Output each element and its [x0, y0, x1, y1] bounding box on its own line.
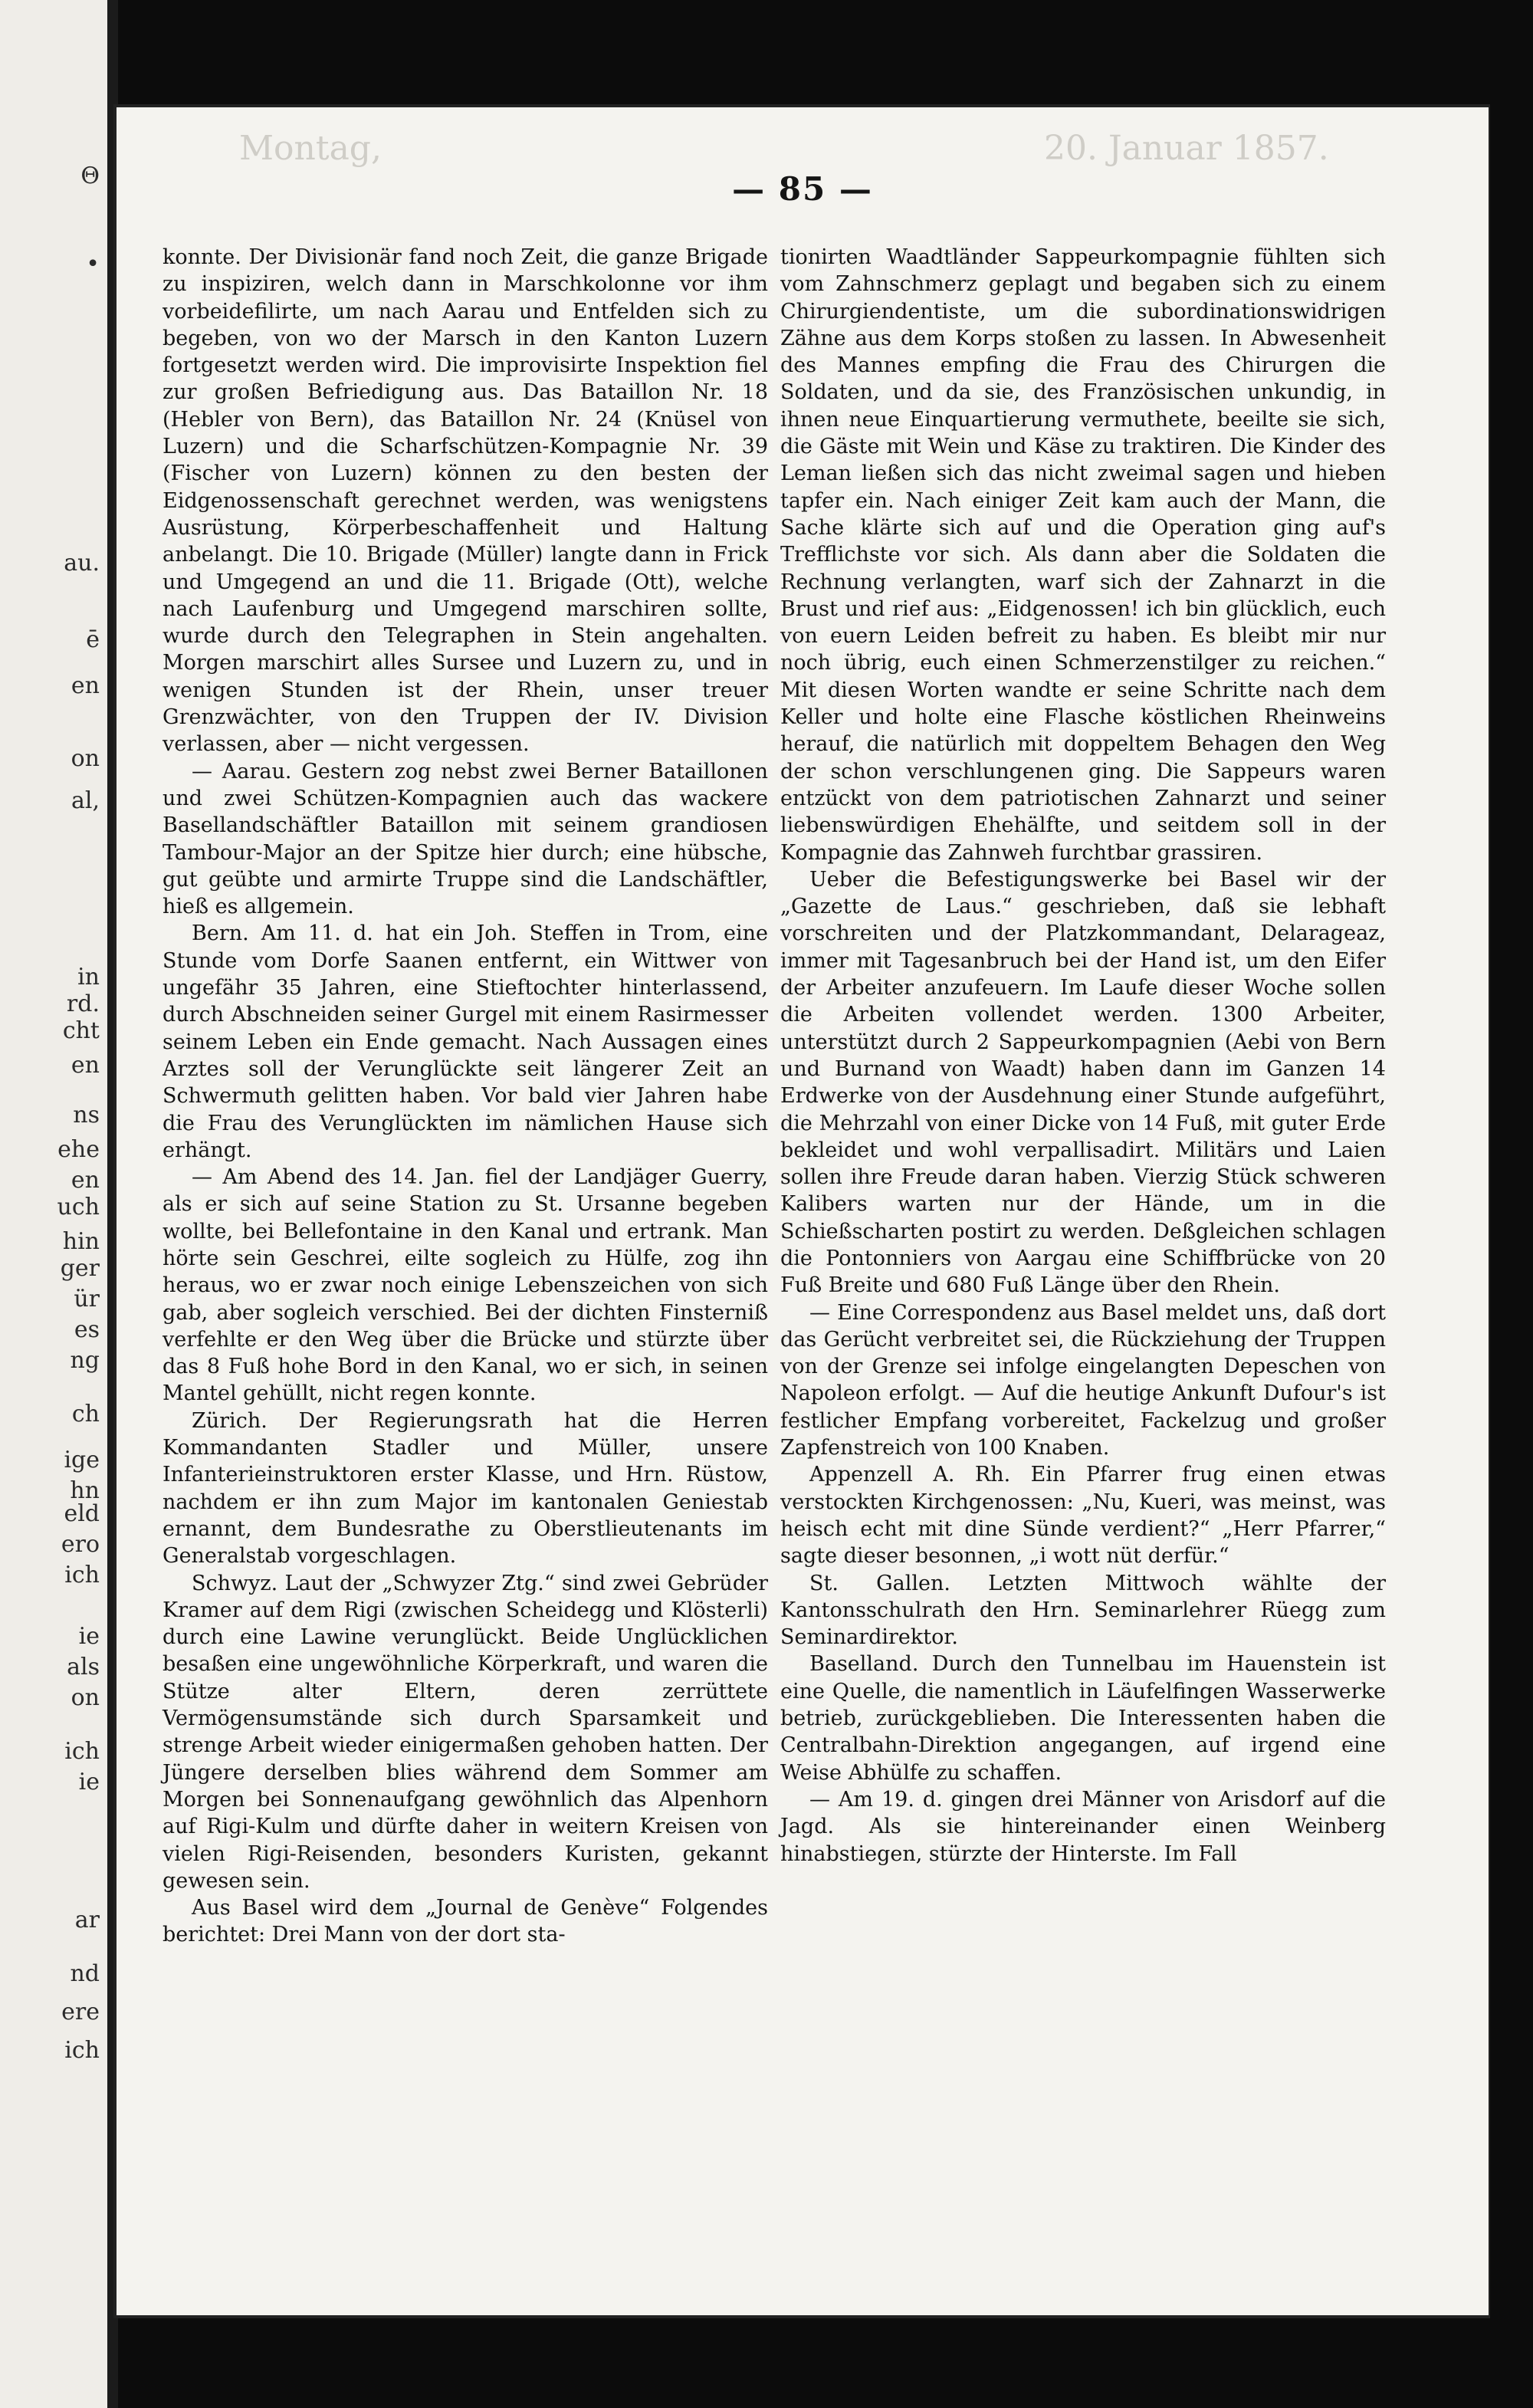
show-through-text-right: 20. Januar 1857.	[1044, 129, 1329, 168]
left-column	[162, 244, 768, 1949]
adjacent-page-fragment: ere	[61, 1999, 100, 2025]
newspaper-page	[117, 107, 1489, 2315]
article-aarau: — Aarau. Gestern zog nebst zwei Berner Bataillonen und zwei Schützen-Kompagnien auch das wackere Basellandschäftler Bataillon mit seinem grandiosen Tambour-Major an der Spitze hier durch; eine hübsche, gut geübte und armirte Truppe sind die Landschäftler, hieß es allgemein.	[162, 759, 768, 919]
adjacent-page-fragment: ich	[64, 2037, 100, 2064]
adjacent-page-fragment: ns	[73, 1102, 100, 1128]
article-bern-suicide: Bern. Am 11. d. hat ein Joh. Steffen in Trom, eine Stunde vom Dorfe Saanen entfernt, ein Wittwer von ungefähr 35 Jahren, eine Stieftochter hinterlassend, durch Abschneiden seiner Gurgel mit einem Rasirmesser seinem Leben ein Ende gemacht. Nach Aussagen eines Arztes soll der Verunglückte seit längerer Zeit an Schwermuth gelitten haben. Vor bald vier Jahren habe die Frau des Verunglückten im nämlichen Hause sich erhängt.	[162, 921, 768, 1162]
adjacent-page-fragment: rd.	[66, 990, 100, 1017]
article-baselland-tunnel: Baselland. Durch den Tunnelbau im Hauenstein ist eine Quelle, die namentlich in Läufelfingen Wasserwerke betrieb, zurückgeblieben. Die Interessenten haben die Centralbahn-Direktion angegangen, auf irgend eine Weise Abhülfe zu schaffen.	[780, 1652, 1386, 1785]
adjacent-page-fragment: au.	[64, 550, 100, 577]
article-division-inspection: konnte. Der Divisionär fand noch Zeit, die ganze Brigade zu inspiziren, welch dann in Marschkolonne vor ihm vorbeidefilirte, um nach Aarau und Entfelden sich zu begeben, von wo der Marsch in den Kanton Luzern fortgesetzt werden wird. Die improvisirte Inspektion fiel zur großen Befriedigung aus. Das Bataillon Nr. 18 (Hebler von Bern), das Bataillon Nr. 24 (Knüsel von Luzern) und die Scharfschützen-Kompagnie Nr. 39 (Fischer von Luzern) können zu den besten der Eidgenossenschaft gerechnet werden, was wenigstens Ausrüstung, Körperbeschaffenheit und Haltung anbelangt. Die 10. Brigade (Müller) langte dann in Frick und Umgegend an und die 11. Brigade (Ott), welche nach Laufenburg und Umgegend marschiren sollte, wurde durch den Telegraphen in Stein angehalten. Morgen marschirt alles Sursee und Luzern zu, und in wenigen Stunden ist der Rhein, unser treuer Grenzwächter, von den Truppen der IV. Division verlassen, aber — nicht vergessen.	[162, 245, 768, 757]
adjacent-page-fragment: ch	[71, 1401, 100, 1427]
adjacent-page-fragment: ero	[61, 1531, 100, 1558]
adjacent-page-fragment: ger	[60, 1255, 100, 1282]
article-sappeur-dentist: tionirten Waadtländer Sappeurkompagnie fühlten sich vom Zahnschmerz geplagt und begaben sich zu einem Chirurgiendentiste, um die subordinationswidrigen Zähne aus dem Korps stoßen zu lassen. In Abwesenheit des Mannes empfing die Frau des Chirurgen die Soldaten, und da sie, des Französischen unkundig, in ihnen neue Einquartierung vermuthete, beeilte sie sich, die Gäste mit Wein und Käse zu traktiren. Die Kinder des Leman ließen sich das nicht zweimal sagen und hieben tapfer ein. Nach einiger Zeit kam auch der Mann, die Sache klärte sich auf und die Operation ging auf's Trefflichste vor sich. Als dann aber die Soldaten die Rechnung verlangten, warf sich der Zahnarzt in die Brust und rief aus: „Eidgenossen! ich bin glücklich, euch von euern Leiden befreit zu haben. Es bleibt mir nur noch übrig, euch einen Schmerzenstilger zu reichen.“ Mit diesen Worten wandte er seine Schritte nach dem Keller und holte eine Flasche köstlichen Rheinweins herauf, die natürlich mit doppeltem Behagen den Weg der schon verschlungenen ging. Die Sappeurs waren entzückt von dem patriotischen Zahnarzt und seiner liebenswürdigen Ehehälfte, und seitdem soll in der Kompagnie das Zahnweh furchtbar grassiren.	[780, 245, 1386, 865]
adjacent-page-fragment: als	[67, 1654, 100, 1680]
adjacent-page-fragment: on	[71, 1684, 100, 1711]
adjacent-page-fragment: in	[77, 964, 100, 990]
adjacent-page-fragment: en	[71, 1052, 100, 1079]
adjacent-page-fragment: al,	[71, 787, 100, 814]
adjacent-page-fragment: hn	[70, 1477, 100, 1504]
adjacent-page-fragment: eld	[64, 1500, 100, 1527]
adjacent-page-fragment: ie	[78, 1769, 100, 1795]
adjacent-page-fragment: hin	[62, 1228, 100, 1255]
scan-background-edge	[1490, 92, 1533, 2331]
article-arisdorf-hunt: — Am 19. d. gingen drei Männer von Arisdorf auf die Jagd. Als sie hintereinander einen Weinberg hinabstiegen, stürzte der Hinterste. Im Fall	[780, 1787, 1386, 1866]
adjacent-page-fragment: ige	[64, 1447, 100, 1473]
adjacent-page-fragment: ng	[70, 1347, 100, 1374]
adjacent-page-fragment: •	[86, 251, 100, 278]
adjacent-page-fragment: ar	[74, 1907, 100, 1933]
adjacent-page-fragment: ich	[64, 1562, 100, 1588]
adjacent-page-fragment: ich	[64, 1738, 100, 1765]
article-appenzell: Appenzell A. Rh. Ein Pfarrer frug einen etwas verstockten Kirchgenossen: „Nu, Kueri, was meinst, was heisch echt mit dine Sünde verdient?“ „Herr Pfarrer,“ sagte dieser besonnen, „i wott nüt derfür.“	[780, 1463, 1386, 1569]
adjacent-page-fragment: cht	[62, 1017, 100, 1044]
adjacent-page-fragment: ehe	[57, 1136, 100, 1163]
adjacent-page-fragment: Θ	[80, 163, 100, 189]
adjacent-page-fragment: on	[71, 745, 100, 772]
article-basel-correspondence: — Eine Correspondenz aus Basel meldet uns, daß dort das Gerücht verbreitet sei, die Rückziehung der Truppen von der Grenze sei infolge eingelangten Depeschen von Napoleon erfolgt. — Auf die heutige Ankunft Dufour's ist festlicher Empfang vorbereitet, Fackelzug und großer Zapfenstreich von 100 Knaben.	[780, 1300, 1386, 1460]
show-through-text-left: Montag,	[239, 129, 382, 168]
article-schwyz-avalanche: Schwyz. Laut der „Schwyzer Ztg.“ sind zwei Gebrüder Kramer auf dem Rigi (zwischen Scheidegg und Klösterli) durch eine Lawine verunglückt. Beide Unglücklichen besaßen eine ungewöhnliche Körperkraft, und waren die Stütze alter Eltern, deren zerrüttete Vermögensumstände sich durch Sparsamkeit und strenge Arbeit wieder einigermaßen gehoben hatten. Der Jüngere derselben blies während dem Sommer am Morgen bei Sonnenaufgang gewöhnlich das Alpenhorn auf Rigi-Kulm und dürfte daher in weitern Kreisen von vielen Rigi-Reisenden, besonders Kuristen, gekannt gewesen sein.	[162, 1571, 768, 1893]
adjacent-page-edge	[0, 0, 118, 2408]
adjacent-page-fragment: uch	[57, 1194, 100, 1220]
adjacent-page-fragment: ē	[86, 626, 100, 653]
article-basel-intro: Aus Basel wird dem „Journal de Genève“ Folgendes berichtet: Drei Mann von der dort sta-	[162, 1896, 768, 1947]
adjacent-page-fragment: ür	[74, 1286, 100, 1312]
article-basel-fortifications: Ueber die Befestigungswerke bei Basel wir der „Gazette de Laus.“ geschrieben, daß sie lebhaft vorschreiten und der Platzkommandant, Delarageaz, immer mit Tagesanbruch bei der Hand ist, um den Eifer der Arbeiter anzufeuern. Im Laufe dieser Woche sollen die Arbeiten vollendet werden. 1300 Arbeiter, unterstützt durch 2 Sappeurkompagnien (Aebi von Bern und Burnand von Waadt) haben dann im Ganzen 14 Erdwerke von der Ausdehnung einer Stunde aufgeführt, die Mehrzahl von einer Dicke von 14 Fuß, mit guter Erde bekleidet und wohl verpallisadirt. Militärs und Laien sollen ihre Freude daran haben. Vierzig Stück schweren Kalibers warten nur der Hände, um in die Schießscharten postirt zu werden. Deßgleichen schlagen die Pontonniers von Aargau eine Schiffbrücke von 20 Fuß Breite und 680 Fuß Länge über den Rhein.	[780, 867, 1386, 1298]
adjacent-page-fragment: nd	[70, 1960, 100, 1987]
article-landjaeger-drowned: — Am Abend des 14. Jan. fiel der Landjäger Guerry, als er sich auf seine Station zu St. Ursanne begeben wollte, bei Bellefontaine in den Kanal und ertrank. Man hörte sein Geschrei, eilte sogleich zu Hülfe, zog ihn heraus, wo er zwar noch einige Lebenszeichen von sich gab, aber sogleich verschied. Bei der dichten Finsterniß verfehlte er den Weg über die Brücke und stürzte über das 8 Fuß hohe Bord in den Kanal, wo er sich, in seinen Mantel gehüllt, nicht regen konnte.	[162, 1165, 768, 1406]
article-zuerich: Zürich. Der Regierungsrath hat die Herren Kommandanten Stadler und Müller, unsere Infanterieinstruktoren erster Klasse, und Hrn. Rüstow, nachdem er ihn zum Major im kantonalen Geniestab ernannt, dem Bundesrathe zu Oberstlieutenants im Generalstab vorgeschlagen.	[162, 1408, 768, 1569]
page-number: — 85 —	[732, 170, 873, 208]
adjacent-page-fragment: es	[74, 1316, 100, 1343]
right-column	[780, 244, 1386, 1868]
adjacent-page-fragment: ie	[78, 1623, 100, 1650]
adjacent-page-fragment: en	[71, 1167, 100, 1194]
adjacent-page-fragment: en	[71, 672, 100, 699]
article-st-gallen: St. Gallen. Letzten Mittwoch wählte der Kantonsschulrath den Hrn. Seminarlehrer Rüegg zum Seminardirektor.	[780, 1571, 1386, 1650]
